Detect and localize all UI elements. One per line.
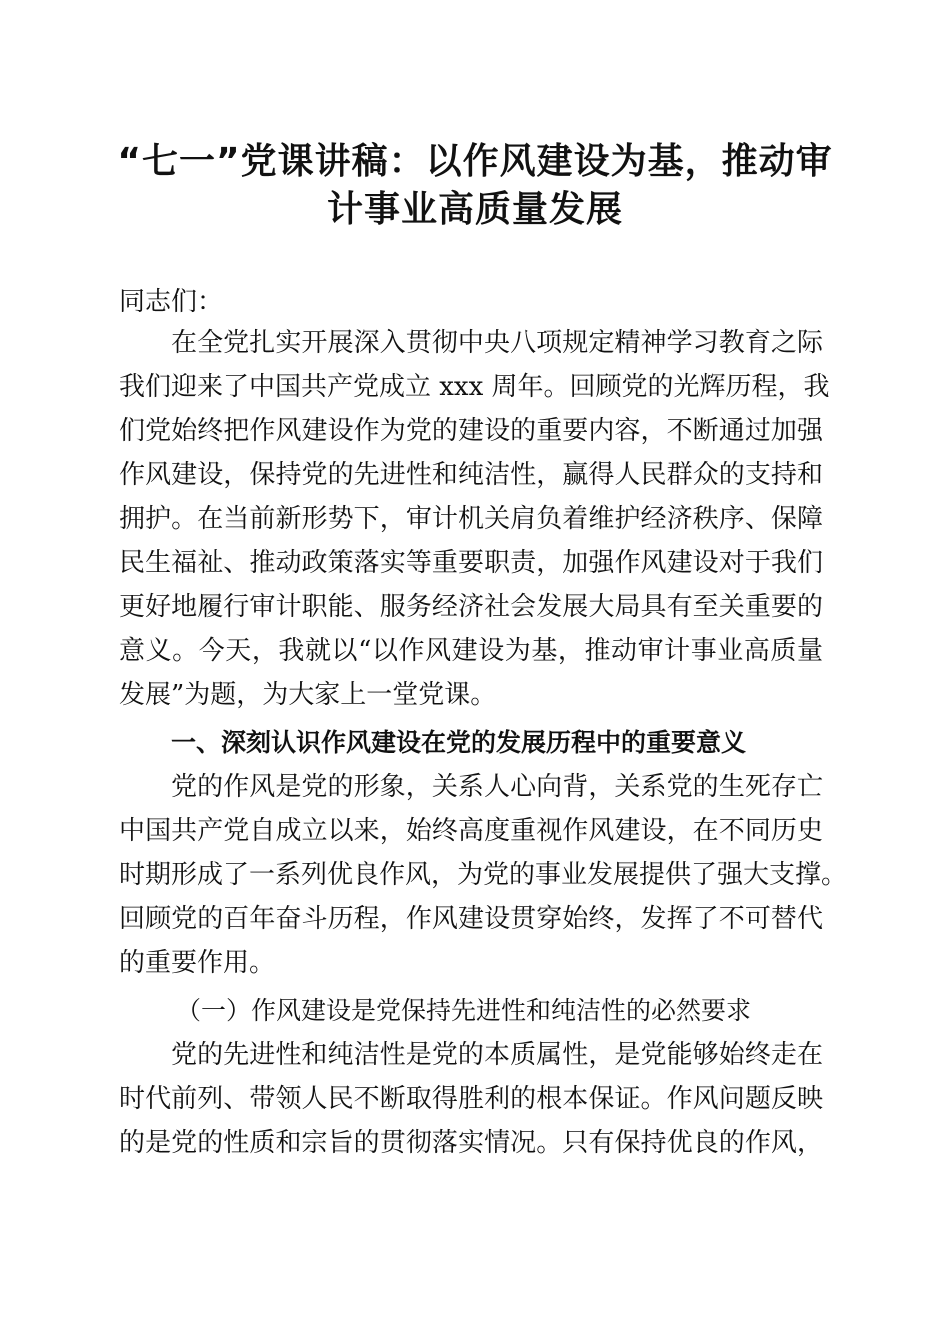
paragraph-line: 时期形成了一系列优良作风，为党的事业发展提供了强大支撑。 <box>119 860 848 890</box>
paragraph-line: 意义。今天，我就以“以作风建设为基，推动审计事业高质量 <box>119 636 823 666</box>
paragraph-line: 民生福祉、推动政策落实等重要职责，加强作风建设对于我们 <box>119 548 823 578</box>
paragraph-line: 们党始终把作风建设作为党的建设的重要内容，不断通过加强 <box>119 416 823 446</box>
subsection-heading: （一）作风建设是党保持先进性和纯洁性的必然要求 <box>176 996 752 1025</box>
paragraph-line: 的重要作用。 <box>119 948 276 978</box>
paragraph-line: 的是党的性质和宗旨的贯彻落实情况。只有保持优良的作风， <box>119 1128 823 1158</box>
section-heading: 一、深刻认识作风建设在党的发展历程中的重要意义 <box>171 728 747 757</box>
document-title-line-2: 计事业高质量发展 <box>326 189 623 230</box>
paragraph-line: 时代前列、带领人民不断取得胜利的根本保证。作风问题反映 <box>119 1084 823 1114</box>
paragraph-line: 我们迎来了中国共产党成立 xxx 周年。回顾党的光辉历程，我 <box>119 372 830 402</box>
salutation: 同志们： <box>119 287 224 317</box>
paragraph-line: 更好地履行审计职能、服务经济社会发展大局具有至关重要的 <box>119 592 823 622</box>
paragraph-line: 党的作风是党的形象，关系人心向背，关系党的生死存亡 <box>171 772 823 802</box>
paragraph-line: 党的先进性和纯洁性是党的本质属性，是党能够始终走在 <box>171 1040 823 1070</box>
paragraph-line: 发展”为题，为大家上一堂党课。 <box>119 680 497 710</box>
paragraph-line: 回顾党的百年奋斗历程，作风建设贯穿始终，发挥了不可替代 <box>119 904 823 934</box>
paragraph-line: 拥护。在当前新形势下，审计机关肩负着维护经济秩序、保障 <box>119 504 823 534</box>
paragraph-line: 在全党扎实开展深入贯彻中央八项规定精神学习教育之际 <box>171 328 823 358</box>
paragraph-line: 作风建设，保持党的先进性和纯洁性，赢得人民群众的支持和 <box>119 460 823 490</box>
paragraph-line: 中国共产党自成立以来，始终高度重视作风建设，在不同历史 <box>119 816 823 846</box>
document-title-line-1: “七一”党课讲稿：以作风建设为基，推动审 <box>117 141 833 182</box>
